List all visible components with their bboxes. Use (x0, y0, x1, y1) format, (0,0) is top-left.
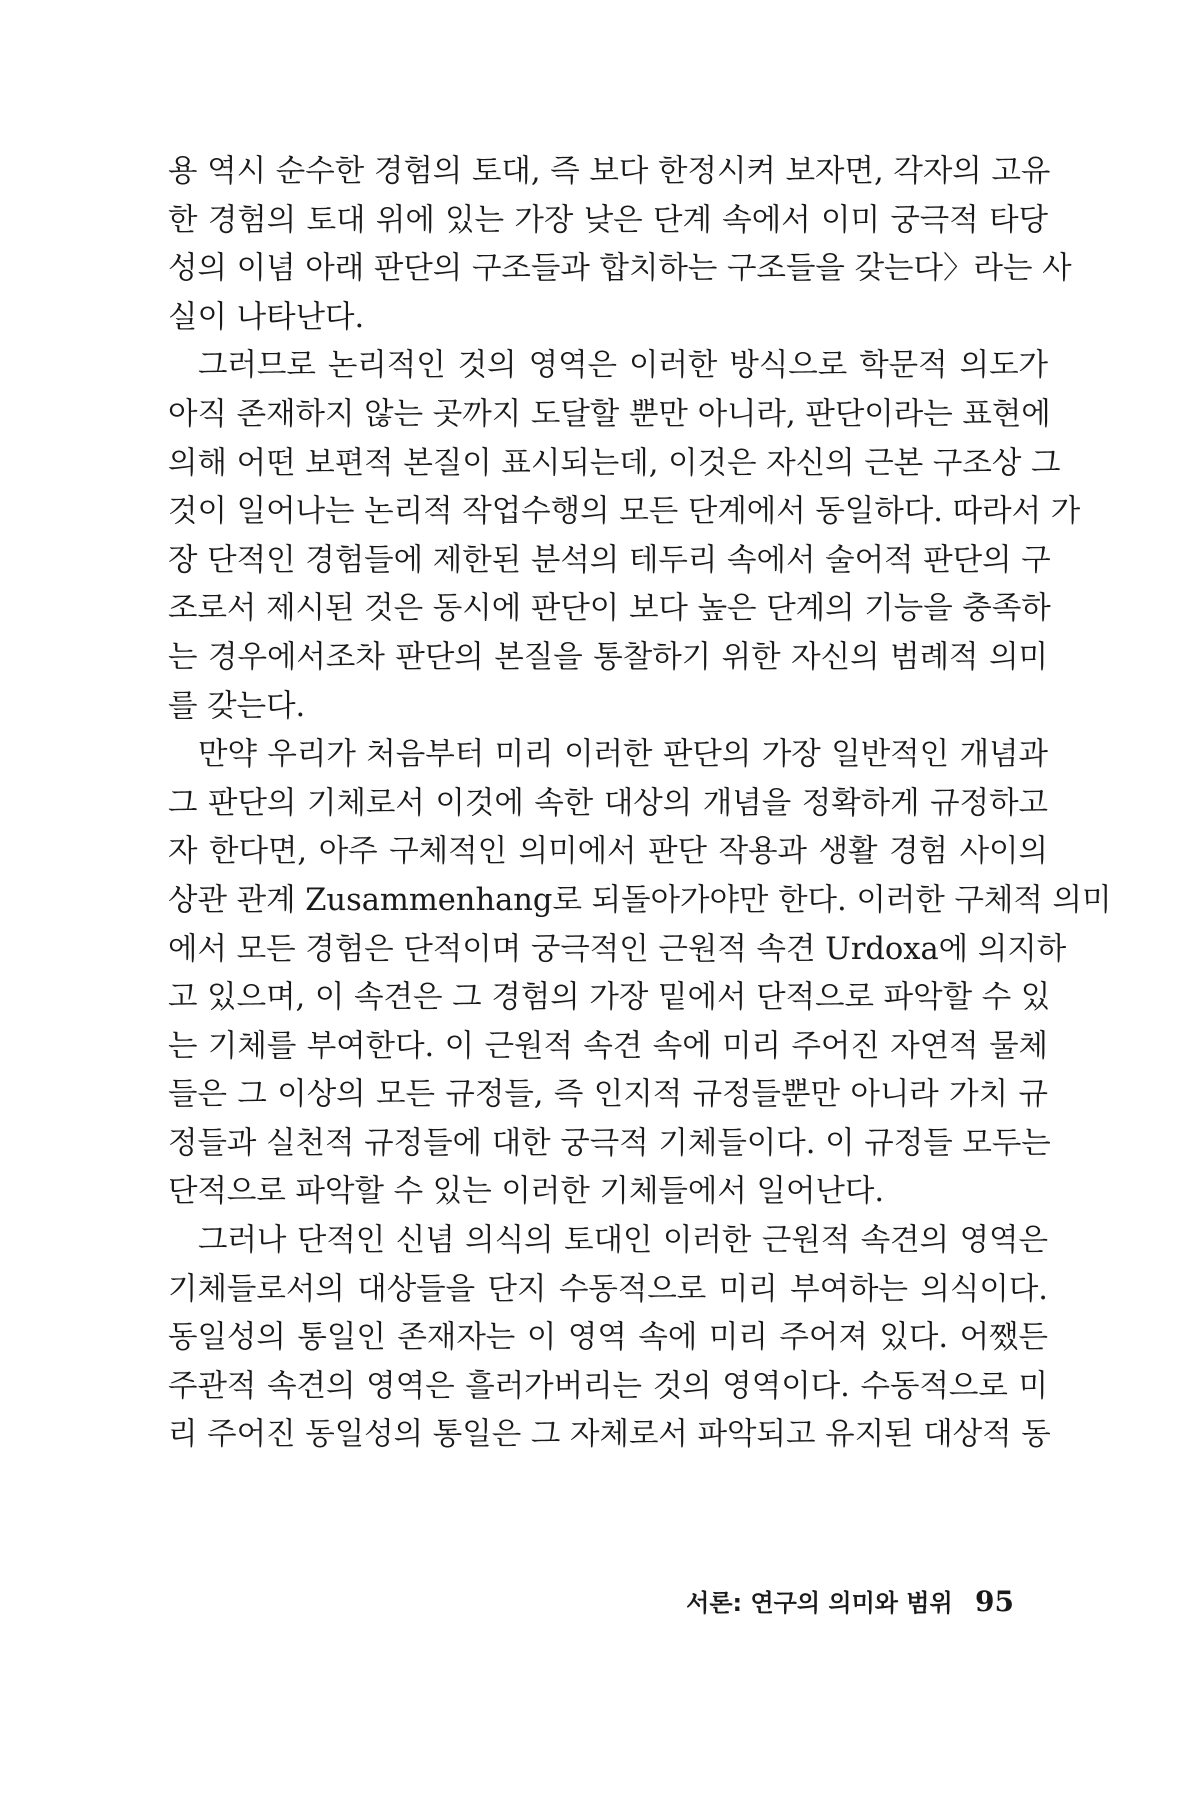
text-line-7: 의해 어떤 보편적 본질이 표시되는데, 이것은 자신의 근본 구조상 그 (168, 445, 1061, 481)
text-line-14: 그 판단의 기체로서 이것에 속한 대상의 개념을 정확하게 규정하고 (168, 785, 1048, 821)
text-line-26: 주관적 속견의 영역은 흘러가버리는 것의 영역이다. 수동적으로 미 (168, 1368, 1048, 1404)
text-line-27: 리 주어진 동일성의 통일은 그 자체로서 파악되고 유지된 대상적 동 (168, 1417, 1051, 1453)
text-line-12: 를 갖는다. (168, 688, 306, 724)
body-text (168, 148, 1112, 1460)
text-line-1: 용 역시 순수한 경험의 토대, 즉 보다 한정시켜 보자면, 각자의 고유 (168, 154, 1051, 189)
text-line-18: 고 있으며, 이 속견은 그 경험의 가장 밑에서 단적으로 파악할 수 있 (168, 980, 1051, 1016)
text-line-8: 것이 일어나는 논리적 작업수행의 모든 단계에서 동일하다. 따라서 가 (168, 494, 1081, 530)
text-line-3: 성의 이념 아래 판단의 구조들과 합치하는 구조들을 갖는다〉라는 사 (168, 251, 1072, 287)
running-title: 서론: 연구의 의미와 범위 (686, 1589, 953, 1617)
text-line-9: 장 단적인 경험들에 제한된 분석의 테두리 속에서 술어적 판단의 구 (168, 542, 1051, 578)
page-footer (0, 1583, 1014, 1618)
text-line-13: 만약 우리가 처음부터 미리 이러한 판단의 가장 일반적인 개념과 (198, 737, 1048, 773)
text-line-17: 에서 모든 경험은 단적이며 궁극적인 근원적 속견 Urdoxa에 의지하 (168, 931, 1067, 967)
text-line-2: 한 경험의 토대 위에 있는 가장 낮은 단계 속에서 이미 궁극적 타당 (168, 202, 1048, 238)
text-line-15: 자 한다면, 아주 구체적인 의미에서 판단 작용과 생활 경험 사이의 (168, 834, 1048, 870)
text-line-10: 조로서 제시된 것은 동시에 판단이 보다 높은 단계의 기능을 충족하 (168, 591, 1051, 627)
text-line-23: 그러나 단적인 신념 의식의 토대인 이러한 근원적 속견의 영역은 (198, 1223, 1048, 1259)
text-line-22: 단적으로 파악할 수 있는 이러한 기체들에서 일어난다. (168, 1174, 885, 1210)
page-number: 95 (975, 1585, 1014, 1618)
text-line-6: 아직 존재하지 않는 곳까지 도달할 뿐만 아니라, 판단이라는 표현에 (168, 396, 1051, 432)
text-line-19: 는 기체를 부여한다. 이 근원적 속견 속에 미리 주어진 자연적 물체 (168, 1028, 1048, 1064)
text-line-20: 들은 그 이상의 모든 규정들, 즉 인지적 규정들뿐만 아니라 가치 규 (168, 1077, 1048, 1113)
text-line-21: 정들과 실천적 규정들에 대한 궁극적 기체들이다. 이 규정들 모두는 (168, 1125, 1051, 1161)
text-line-5: 그러므로 논리적인 것의 영역은 이러한 방식으로 학문적 의도가 (198, 348, 1048, 384)
text-line-24: 기체들로서의 대상들을 단지 수동적으로 미리 부여하는 의식이다. (168, 1271, 1048, 1307)
text-line-4: 실이 나타난다. (168, 299, 365, 335)
text-line-16: 상관 관계 Zusammenhang로 되돌아가야만 한다. 이러한 구체적 의미 (168, 882, 1112, 918)
text-line-11: 는 경우에서조차 판단의 본질을 통찰하기 위한 자신의 범례적 의미 (168, 639, 1048, 675)
text-line-25: 동일성의 통일인 존재자는 이 영역 속에 미리 주어져 있다. 어쨌든 (168, 1320, 1048, 1356)
